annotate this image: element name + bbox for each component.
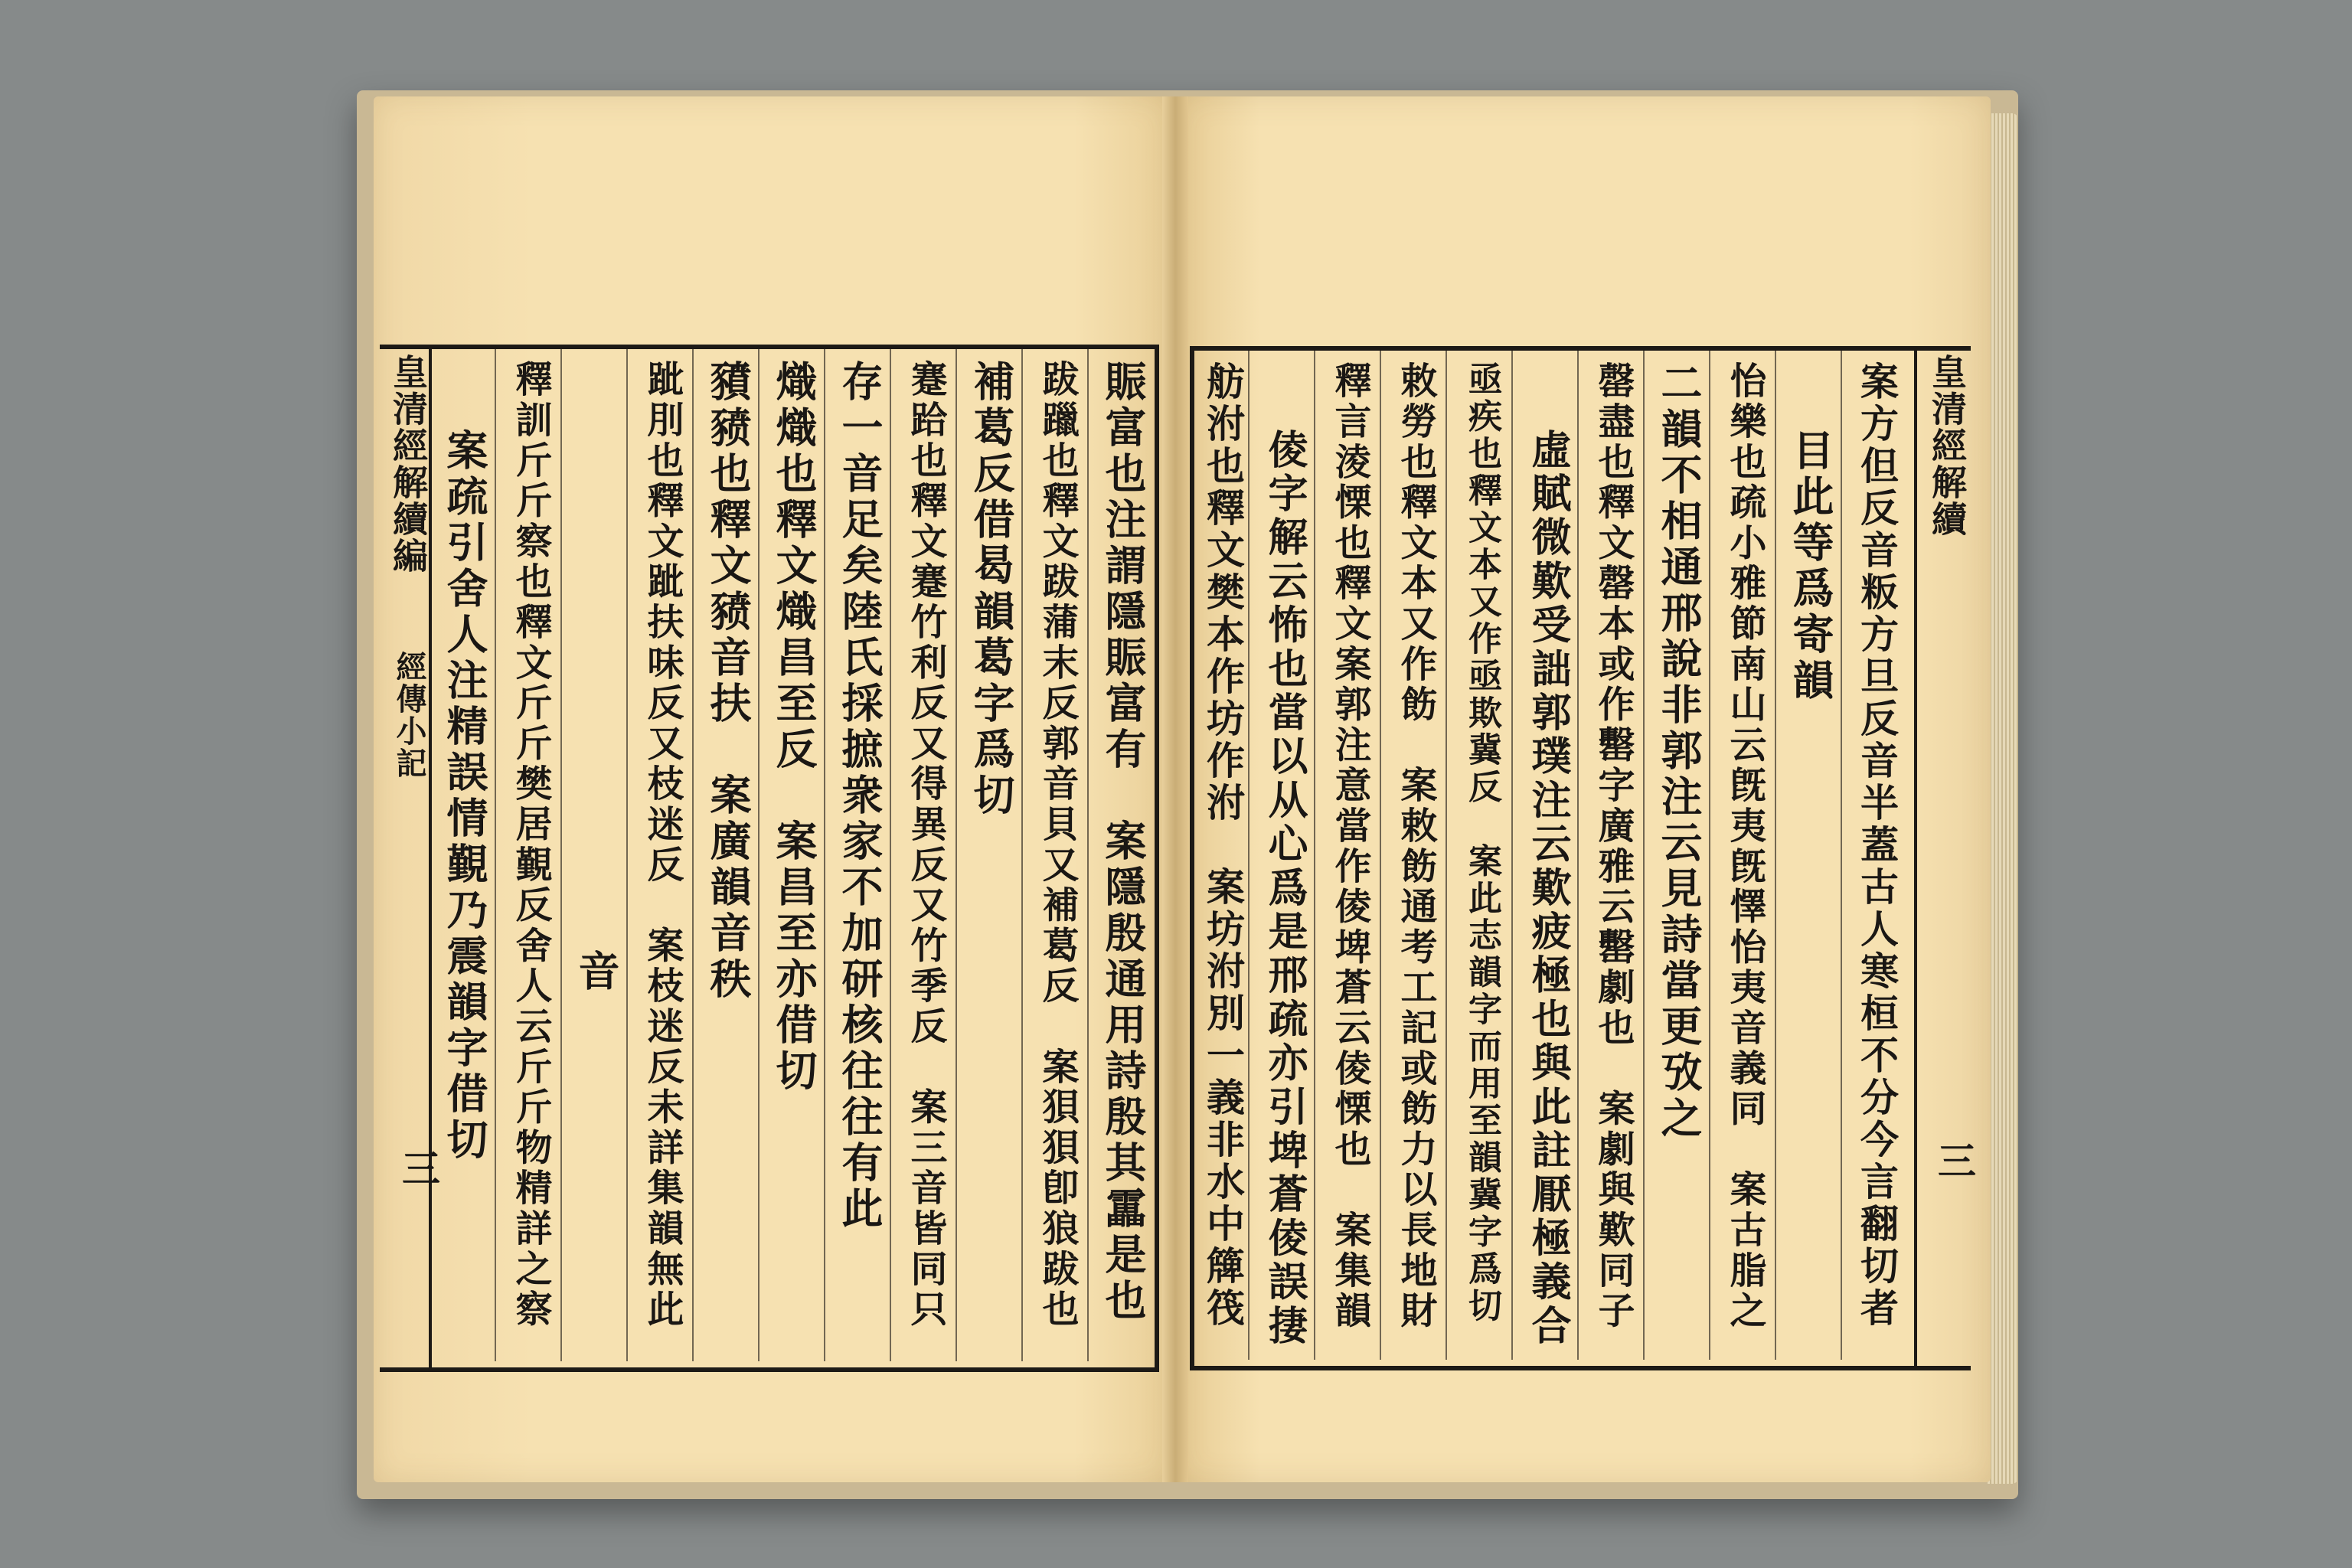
text-column: 案方但反音粄方旦反音半蓋古人寒桓不分今言翻切者	[1854, 361, 1900, 1330]
text-column: 倰字解云怖也當以从心爲是邢疏亦引埤蒼倰誤捿	[1261, 429, 1308, 1349]
text-column: 二韻不相通邢說非郭注云見詩當更攷之	[1655, 361, 1704, 1142]
column-rule	[1087, 349, 1089, 1361]
column-rule	[1380, 351, 1381, 1360]
book-gutter	[1162, 96, 1188, 1482]
left-spine-title: 皇清經解續編	[387, 354, 429, 574]
left-page-number: 三	[396, 1148, 441, 1187]
column-rule	[1775, 351, 1776, 1360]
text-column: 亟疾也釋文本又作亟欺冀反 案此志韻字而用至韻冀字爲切	[1462, 361, 1501, 1325]
column-rule	[495, 349, 496, 1361]
text-column: 跋躐也釋文跋蒲末反郭音貝又補葛反 案狽狽卽狼跋也	[1036, 360, 1079, 1331]
text-column: 熾熾也釋文熾昌至反 案昌至亦借切	[769, 360, 818, 1095]
text-column: 豶豮也釋文豮音扶 案廣韻音秩	[704, 360, 753, 1003]
text-column: 補葛反借曷韻葛字爲切	[967, 360, 1016, 819]
column-rule	[1021, 349, 1023, 1361]
text-column: 目此等爲寄韻	[1786, 429, 1835, 704]
text-column: 怡樂也疏小雅節南山云旣夷旣懌怡夷音義同 案古脂之	[1723, 361, 1766, 1332]
right-margin-line	[1914, 346, 1917, 1366]
text-column: 敕勞也釋文本又作飭 案敕飭通考工記或飭力以長地財	[1394, 361, 1437, 1332]
right-spine-title: 皇清經解續	[1926, 354, 1968, 537]
text-column: 舫泭也釋文樊本作坊作泭 案坊泭別一義非水中簰筏	[1200, 361, 1246, 1330]
column-rule	[626, 349, 628, 1361]
text-column: 賑富也注謂隱賑富有 案隱殷通用詩殷其靁是也	[1099, 360, 1148, 1325]
column-rule	[1446, 351, 1447, 1360]
column-rule	[1709, 351, 1710, 1360]
column-rule	[692, 349, 694, 1361]
page-edges	[1988, 113, 2018, 1484]
column-rule	[890, 349, 891, 1361]
text-column: 存一音足矣陸氏採摭衆家不加研核往往有此	[835, 360, 884, 1233]
right-page-number: 三	[1932, 1141, 1977, 1179]
text-column: 蹇跲也釋文蹇竹利反又得異反又竹季反 案三音皆同只	[904, 360, 947, 1331]
column-rule	[1577, 351, 1579, 1360]
column-rule	[758, 349, 760, 1361]
text-column: 虛賦微歎受詘郭璞注云歎疲極也與此註厭極義合	[1524, 429, 1571, 1349]
column-rule	[824, 349, 825, 1361]
column-rule	[1841, 351, 1842, 1360]
text-column: 音	[572, 949, 621, 995]
column-rule	[1643, 351, 1645, 1360]
column-rule	[560, 349, 562, 1361]
text-column: 罄盡也釋文罄本或作罊字廣雅云罊劇也 案劇與歎同子	[1592, 361, 1635, 1332]
text-column: 釋言淩慄也釋文案郭注意當作倰埤蒼云倰慄也 案集韻	[1328, 361, 1371, 1332]
column-rule	[1314, 351, 1315, 1360]
column-rule	[1248, 351, 1250, 1360]
text-column: 跐刖也釋文跐扶味反又枝迷反 案枝迷反未詳集韻無此	[641, 360, 684, 1331]
column-rule	[1511, 351, 1513, 1360]
text-column: 釋訓斤斤察也釋文斤斤樊居覲反舍人云斤斤物精詳之察	[509, 360, 552, 1331]
left-spine-section: 經傳小記	[391, 651, 427, 779]
column-rule	[956, 349, 957, 1361]
text-column: 案疏引舍人注精誤情覲乃震韻字借切	[440, 429, 489, 1164]
